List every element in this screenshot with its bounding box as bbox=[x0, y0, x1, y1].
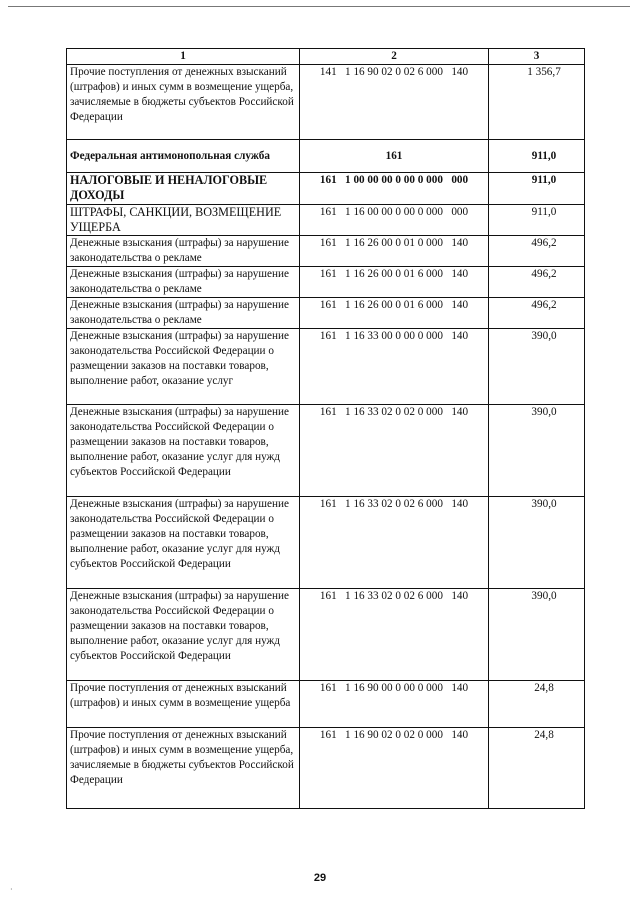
row-code: 161 1 16 33 02 0 02 6 000 140 bbox=[300, 589, 489, 681]
table-row bbox=[67, 140, 585, 173]
header-col-3: 3 bbox=[489, 49, 585, 65]
table-row bbox=[67, 728, 585, 809]
scan-mark: · bbox=[10, 885, 13, 894]
row-sum: 496,2 bbox=[489, 267, 585, 298]
page-number: 29 bbox=[313, 872, 327, 884]
row-name: Денежные взыскания (штрафы) за нарушение законодательства Российской Федерации о размещении заказов на поставки товаров, выполнение работ, оказание услуг для нужд субъектов Российской Федерации bbox=[67, 405, 300, 497]
row-code: 141 1 16 90 02 0 02 6 000 140 bbox=[300, 65, 489, 140]
row-name: Прочие поступления от денежных взысканий (штрафов) и иных сумм в возмещение ущерба bbox=[67, 681, 300, 728]
table-row bbox=[67, 236, 585, 267]
row-name: ШТРАФЫ, САНКЦИИ, ВОЗМЕЩЕНИЕ УЩЕРБА bbox=[67, 205, 300, 236]
row-code: 161 1 16 00 00 0 00 0 000 000 bbox=[300, 205, 489, 236]
row-name: Прочие поступления от денежных взысканий (штрафов) и иных сумм в возмещение ущерба, зачисляемые в бюджеты субъектов Российской Федерации bbox=[67, 728, 300, 809]
table-row bbox=[67, 681, 585, 728]
row-code: 161 1 16 26 00 0 01 6 000 140 bbox=[300, 267, 489, 298]
table-row bbox=[67, 329, 585, 405]
header-col-2: 2 bbox=[300, 49, 489, 65]
row-sum: 911,0 bbox=[489, 173, 585, 205]
row-code: 161 1 16 26 00 0 01 0 000 140 bbox=[300, 236, 489, 267]
table-row bbox=[67, 405, 585, 497]
row-sum: 24,8 bbox=[489, 681, 585, 728]
row-sum: 496,2 bbox=[489, 236, 585, 267]
row-code: 161 1 00 00 00 0 00 0 000 000 bbox=[300, 173, 489, 205]
row-name: НАЛОГОВЫЕ И НЕНАЛОГОВЫЕ ДОХОДЫ bbox=[67, 173, 300, 205]
row-name: Денежные взыскания (штрафы) за нарушение законодательства о рекламе bbox=[67, 236, 300, 267]
row-code: 161 1 16 90 02 0 02 0 000 140 bbox=[300, 728, 489, 809]
table-row bbox=[67, 589, 585, 681]
table-row bbox=[67, 173, 585, 205]
row-sum: 390,0 bbox=[489, 589, 585, 681]
row-sum: 24,8 bbox=[489, 728, 585, 809]
row-sum: 911,0 bbox=[489, 205, 585, 236]
row-sum: 390,0 bbox=[489, 497, 585, 589]
table-row bbox=[67, 65, 585, 140]
row-code: 161 1 16 33 02 0 02 6 000 140 bbox=[300, 497, 489, 589]
header-col-1: 1 bbox=[67, 49, 300, 65]
row-name: Денежные взыскания (штрафы) за нарушение законодательства о рекламе bbox=[67, 298, 300, 329]
table-row bbox=[67, 267, 585, 298]
row-name: Денежные взыскания (штрафы) за нарушение законодательства Российской Федерации о размещении заказов на поставки товаров, выполнение работ, оказание услуг bbox=[67, 329, 300, 405]
row-code: 161 1 16 33 02 0 02 0 000 140 bbox=[300, 405, 489, 497]
row-sum: 390,0 bbox=[489, 329, 585, 405]
row-sum: 911,0 bbox=[489, 140, 585, 173]
table-row bbox=[67, 205, 585, 236]
table-row bbox=[67, 497, 585, 589]
row-name: Федеральная антимонопольная служба bbox=[67, 140, 300, 173]
row-sum: 390,0 bbox=[489, 405, 585, 497]
row-name: Денежные взыскания (штрафы) за нарушение законодательства Российской Федерации о размещении заказов на поставки товаров, выполнение работ, оказание услуг для нужд субъектов Российской Федерации bbox=[67, 589, 300, 681]
row-sum: 1 356,7 bbox=[489, 65, 585, 140]
table-header-row bbox=[67, 49, 585, 65]
row-name: Прочие поступления от денежных взысканий (штрафов) и иных сумм в возмещение ущерба, зачисляемые в бюджеты субъектов Российской Федерации bbox=[67, 65, 300, 140]
row-code: 161 1 16 90 00 0 00 0 000 140 bbox=[300, 681, 489, 728]
table-row bbox=[67, 298, 585, 329]
row-code: 161 1 16 26 00 0 01 6 000 140 bbox=[300, 298, 489, 329]
row-sum: 496,2 bbox=[489, 298, 585, 329]
row-code: 161 1 16 33 00 0 00 0 000 140 bbox=[300, 329, 489, 405]
revenue-table bbox=[66, 48, 585, 809]
row-name: Денежные взыскания (штрафы) за нарушение законодательства о рекламе bbox=[67, 267, 300, 298]
top-rule bbox=[8, 6, 630, 7]
row-code: 161 bbox=[300, 140, 489, 173]
row-name: Денежные взыскания (штрафы) за нарушение законодательства Российской Федерации о размещении заказов на поставки товаров, выполнение работ, оказание услуг для нужд субъектов Российской Федерации bbox=[67, 497, 300, 589]
